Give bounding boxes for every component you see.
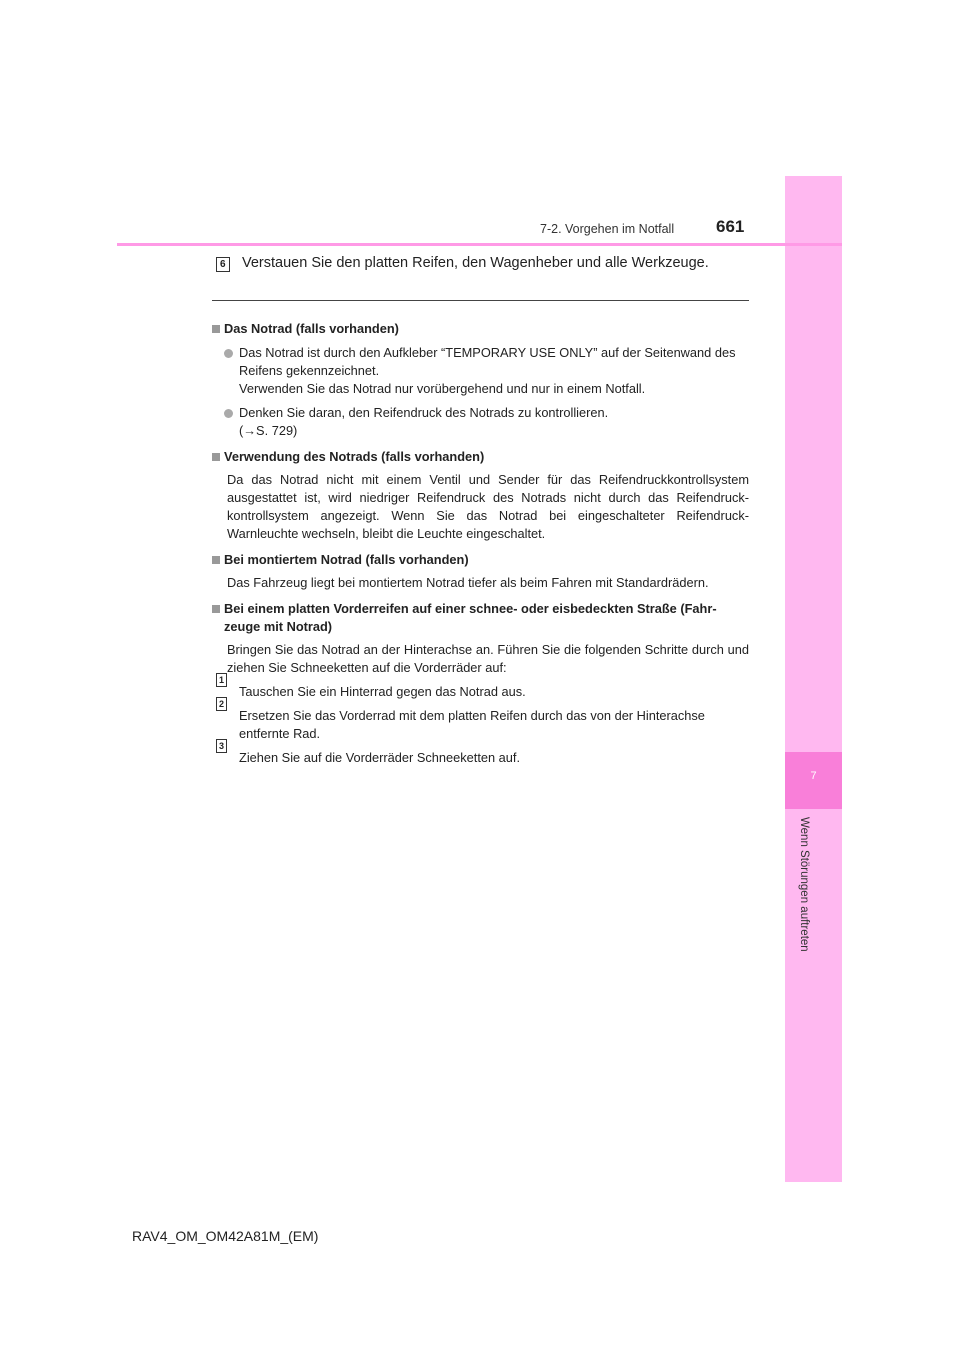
procedure-step [212, 699, 749, 743]
chapter-title: Wenn Störungen auftreten [798, 817, 810, 952]
procedure-step [212, 675, 749, 701]
step-text: Ersetzen Sie das Vorderrad mit dem platten Reifen durch das von der Hinterachse entfernte Rad. [239, 708, 705, 741]
note-paragraph: Bringen Sie das Notrad an der Hinterachse an. Führen Sie die folgenden Schritte durch und ziehen Sie Schneeketten auf die Vorderräder auf: [227, 642, 749, 675]
note-heading: Bei einem platten Vorderreifen auf einer schnee- oder eisbedeckten Straße (Fahr-zeuge mit Notrad) [212, 600, 749, 636]
note-bullet-text: Verwenden Sie das Notrad nur vorübergehend und nur in einem Notfall. [239, 381, 646, 396]
note-paragraph: Da das Notrad nicht mit einem Ventil und Sender für das Reifendruckkontrollsystem ausgestattet ist, wird niedriger Reifendruck des Notrads nicht durch das Reifendruck-kontrollsystem angezeigt. Wenn Sie das Notrad bei eingeschalteter Reifendruck-Warnleuchte wechseln, bleibt die Leuchte eingeschaltet. [227, 472, 749, 541]
step-text: Ziehen Sie auf die Vorderräder Schneeketten auf. [239, 750, 521, 765]
document-code: RAV4_OM_OM42A81M_(EM) [132, 1228, 319, 1244]
note-heading: Das Notrad (falls vorhanden) [212, 320, 749, 338]
note-bullet-text: Das Notrad ist durch den Aufkleber “TEMPORARY USE ONLY” auf der Seitenwand des Reifens gekennzeichnet. [239, 345, 736, 378]
note-bullet-text: Denken Sie daran, den Reifendruck des Notrads zu kontrollieren. [239, 405, 609, 420]
header-rule [117, 243, 842, 246]
note-bullet [212, 404, 749, 440]
page-reference: (→S. 729) [239, 423, 298, 438]
note-heading: Bei montiertem Notrad (falls vorhanden) [212, 551, 749, 569]
notes-content [212, 312, 749, 767]
section-divider [212, 300, 749, 301]
note-bullet [212, 344, 749, 398]
step-number-box: 6 [216, 257, 230, 272]
step-text: Verstauen Sie den platten Reifen, den Wagenheber und alle Werkzeuge. [242, 255, 709, 271]
procedure-step [212, 741, 749, 767]
step-number-box: 3 [216, 739, 227, 753]
chapter-number: 7 [810, 770, 817, 782]
note-paragraph: Das Fahrzeug liegt bei montiertem Notrad tiefer als beim Fahren mit Standardrädern. [227, 575, 709, 590]
step-text: Tauschen Sie ein Hinterrad gegen das Notrad aus. [239, 684, 526, 699]
step-number-box: 1 [216, 673, 227, 687]
note-heading: Verwendung des Notrads (falls vorhanden) [212, 448, 749, 466]
chapter-side-tab [785, 176, 842, 1182]
page-number: 661 [716, 217, 745, 236]
step-number-box: 2 [216, 697, 227, 711]
section-title: 7-2. Vorgehen im Notfall [540, 222, 675, 236]
